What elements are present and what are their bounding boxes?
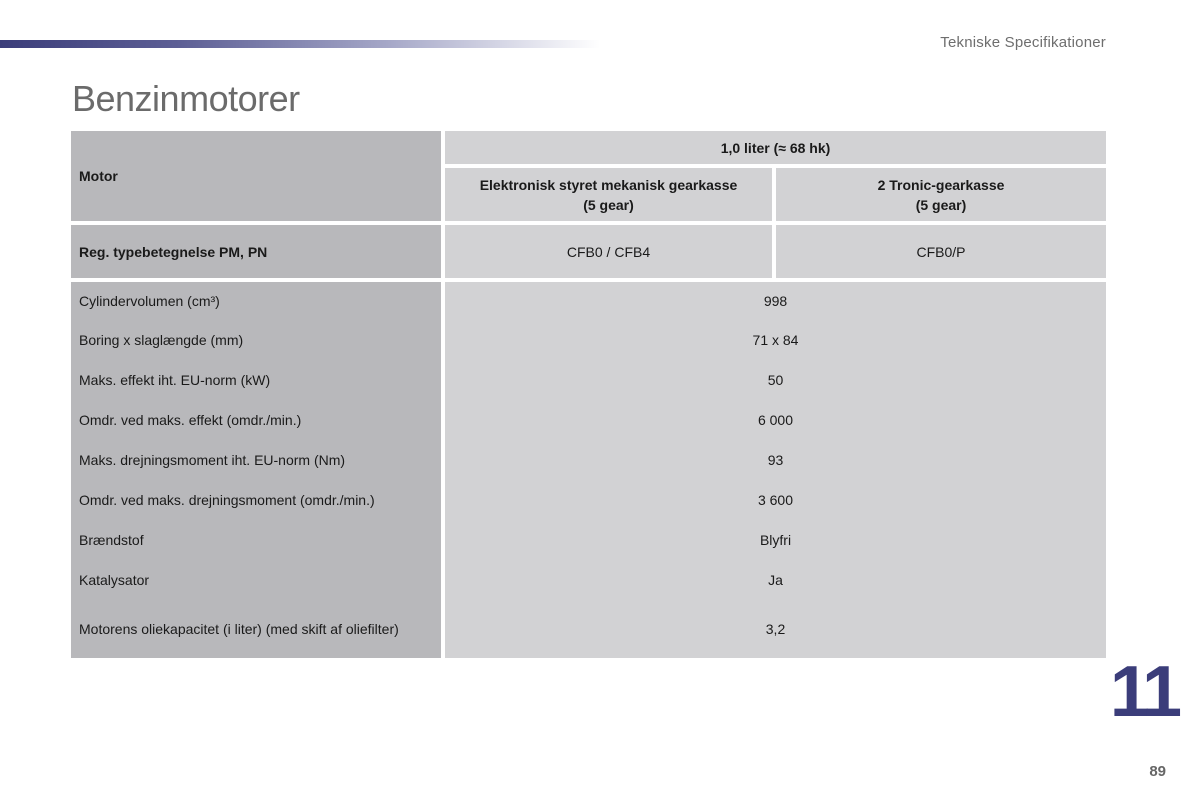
table-row-value <box>445 440 1106 480</box>
row-label-text: Katalysator <box>79 572 150 588</box>
chapter-number: 11 <box>1109 652 1178 732</box>
page-number: 89 <box>1149 763 1166 780</box>
row-value: 93 <box>445 440 1106 480</box>
row-value: Ja <box>445 560 1106 600</box>
page-title: Benzinmotorer <box>72 78 300 119</box>
row-label <box>71 560 149 600</box>
table-row-label <box>71 520 441 560</box>
table-row-value <box>445 560 1106 600</box>
row-label-text: Cylindervolumen (cm³) <box>79 293 220 309</box>
row-value: 998 <box>445 282 1106 320</box>
gearbox-1-line1: Elektronisk styret mekanisk gearkasse <box>479 176 738 193</box>
table-row-label <box>71 480 441 520</box>
value-column <box>445 282 1106 658</box>
table-row-label <box>71 560 441 600</box>
section-label: Tekniske Specifikationer <box>940 34 1106 51</box>
values-block <box>71 282 1106 658</box>
row-label-text: Boring x slaglængde (mm) <box>79 332 244 348</box>
type-row <box>71 225 1106 278</box>
row-value: 3,2 <box>445 600 1106 658</box>
row-label <box>71 520 144 560</box>
gearbox-2-heading <box>776 168 1106 221</box>
row-label <box>71 600 399 658</box>
row-label <box>71 440 345 480</box>
table-row-value <box>445 360 1106 400</box>
row-label <box>71 480 375 520</box>
row-label-text: Maks. drejningsmoment iht. EU-norm (Nm) <box>79 452 346 468</box>
row-label-text: Maks. effekt iht. EU-norm (kW) <box>79 372 271 388</box>
label-column <box>71 282 441 658</box>
type-value-1: CFB0 / CFB4 <box>445 225 772 278</box>
type-label: Reg. typebetegnelse PM, PN <box>71 225 441 278</box>
row-value: 6 000 <box>445 400 1106 440</box>
table-row-label <box>71 400 441 440</box>
table-row-value <box>445 520 1106 560</box>
row-label <box>71 360 270 400</box>
row-value: Blyfri <box>445 520 1106 560</box>
row-value: 3 600 <box>445 480 1106 520</box>
table-row-value <box>445 600 1106 658</box>
row-label <box>71 282 220 320</box>
row-label-text: Motorens oliekapacitet (i liter) (med skift af oliefilter) <box>79 621 399 637</box>
row-value: 50 <box>445 360 1106 400</box>
row-label <box>71 320 243 360</box>
gearbox-1-line2: (5 gear) <box>583 196 634 213</box>
row-label-text: Brændstof <box>79 532 144 548</box>
row-label <box>71 400 301 440</box>
gearbox-row <box>445 168 1106 221</box>
table-row-value <box>445 320 1106 360</box>
table-row-value <box>445 400 1106 440</box>
spec-table <box>71 131 1106 658</box>
table-row-value <box>445 480 1106 520</box>
row-value: 71 x 84 <box>445 320 1106 360</box>
row-label-text: Omdr. ved maks. drejningsmoment (omdr./min.) <box>79 492 375 508</box>
motor-label: Motor <box>71 131 441 221</box>
table-row-label <box>71 600 441 658</box>
gearbox-2-line1: 2 Tronic-gearkasse <box>877 176 1005 193</box>
table-header <box>71 131 1106 221</box>
table-row-label <box>71 320 441 360</box>
gearbox-1-heading <box>445 168 772 221</box>
table-row-label <box>71 360 441 400</box>
gearbox-2-line2: (5 gear) <box>915 196 967 213</box>
engine-header-group <box>445 131 1106 221</box>
table-row-label <box>71 282 441 320</box>
table-row-value <box>445 282 1106 320</box>
header-accent-bar <box>0 40 600 48</box>
type-value-2: CFB0/P <box>776 225 1106 278</box>
engine-heading: 1,0 liter (≈ 68 hk) <box>445 131 1106 164</box>
table-row-label <box>71 440 441 480</box>
row-label-text: Omdr. ved maks. effekt (omdr./min.) <box>79 412 302 428</box>
